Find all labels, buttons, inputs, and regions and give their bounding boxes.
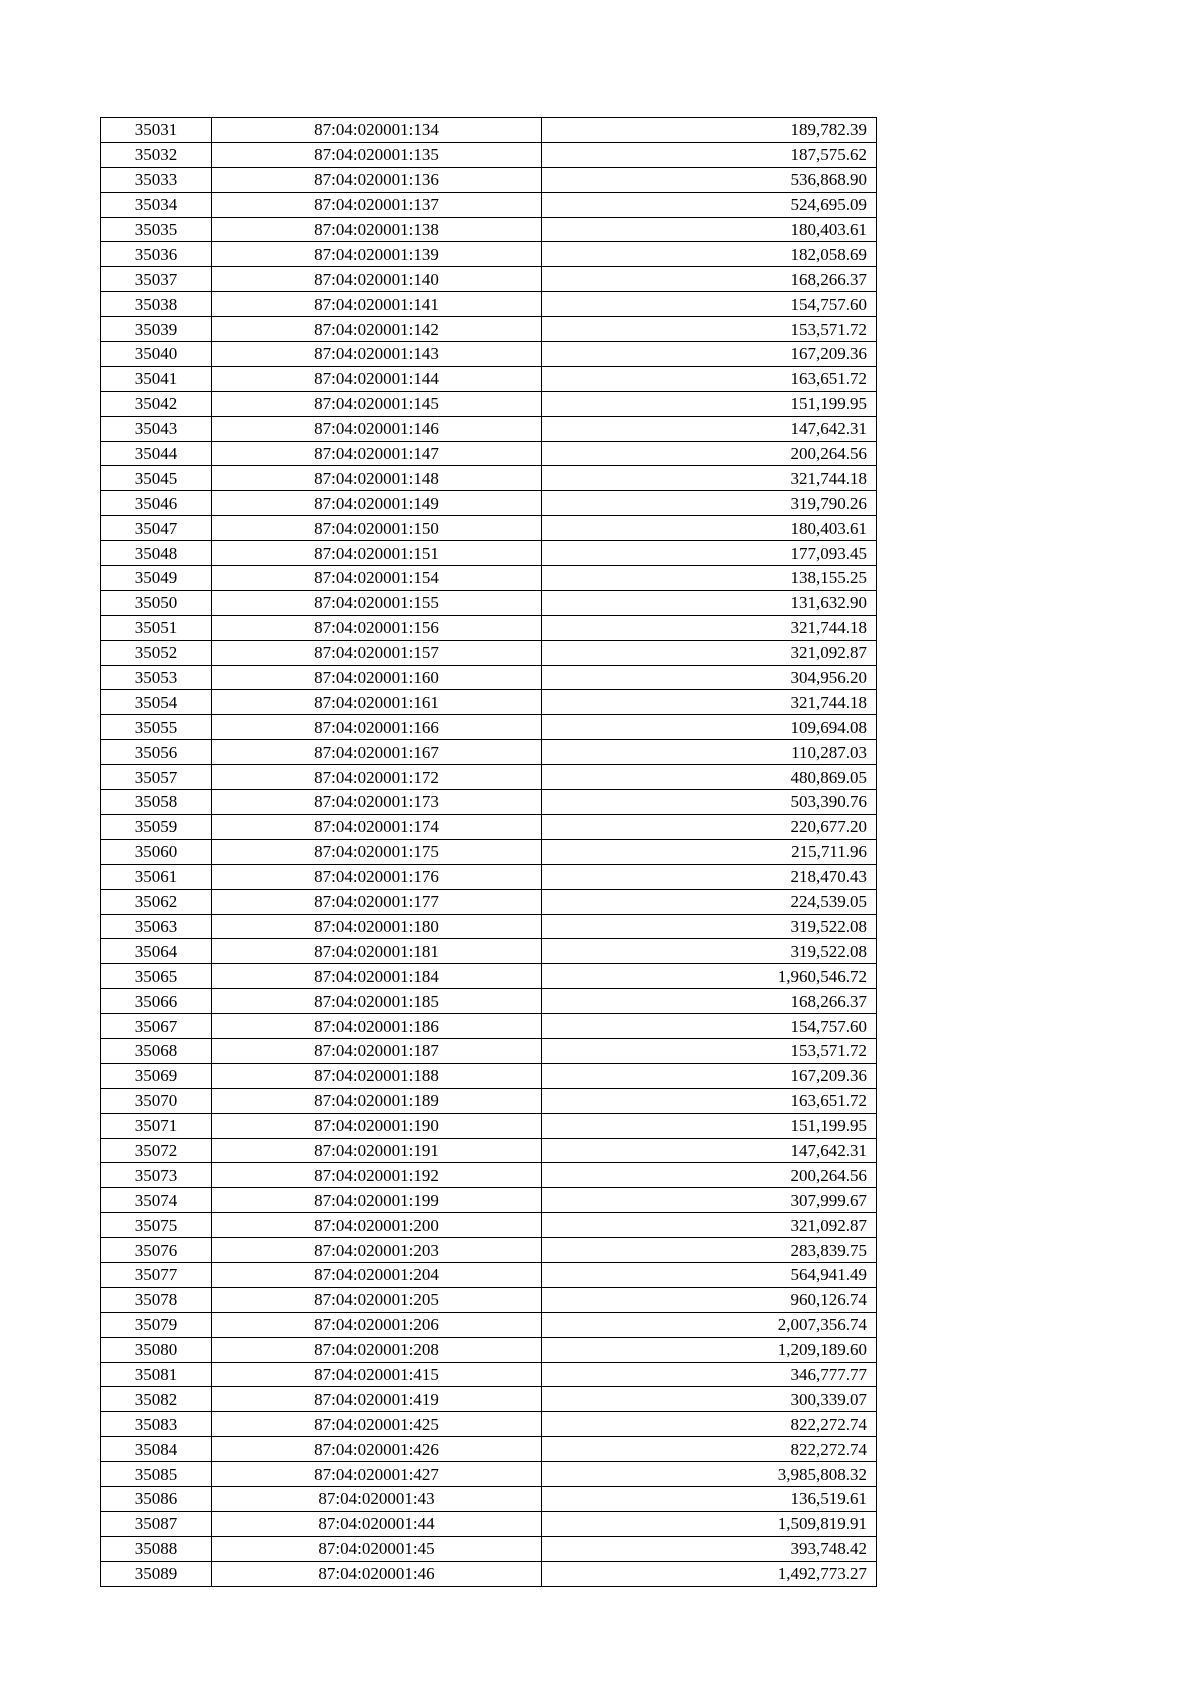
row-number-cell: 35041 <box>101 366 212 391</box>
table-row <box>101 1486 877 1511</box>
row-number-cell: 35037 <box>101 267 212 292</box>
table-row <box>101 989 877 1014</box>
value-cell: 151,199.95 <box>542 1113 877 1138</box>
cadastral-number-cell: 87:04:020001:199 <box>212 1188 542 1213</box>
table-row <box>101 864 877 889</box>
row-number-cell: 35055 <box>101 715 212 740</box>
table-row <box>101 814 877 839</box>
table-row <box>101 1213 877 1238</box>
row-number-cell: 35052 <box>101 640 212 665</box>
row-number-cell: 35067 <box>101 1014 212 1039</box>
value-cell: 200,264.56 <box>542 1163 877 1188</box>
cadastral-number-cell: 87:04:020001:186 <box>212 1014 542 1039</box>
row-number-cell: 35088 <box>101 1536 212 1561</box>
table-row <box>101 516 877 541</box>
table-row <box>101 1262 877 1287</box>
table-row <box>101 1536 877 1561</box>
table-row <box>101 441 877 466</box>
row-number-cell: 35032 <box>101 142 212 167</box>
row-number-cell: 35085 <box>101 1462 212 1487</box>
cadastral-number-cell: 87:04:020001:134 <box>212 118 542 143</box>
value-cell: 1,209,189.60 <box>542 1337 877 1362</box>
cadastral-number-cell: 87:04:020001:188 <box>212 1063 542 1088</box>
value-cell: 1,492,773.27 <box>542 1561 877 1586</box>
cadastral-number-cell: 87:04:020001:185 <box>212 989 542 1014</box>
cadastral-number-cell: 87:04:020001:142 <box>212 317 542 342</box>
table-row <box>101 1337 877 1362</box>
table-row <box>101 167 877 192</box>
value-cell: 153,571.72 <box>542 1038 877 1063</box>
cadastral-number-cell: 87:04:020001:157 <box>212 640 542 665</box>
cadastral-number-cell: 87:04:020001:151 <box>212 541 542 566</box>
value-cell: 215,711.96 <box>542 839 877 864</box>
table-row <box>101 615 877 640</box>
value-cell: 163,651.72 <box>542 366 877 391</box>
table-row <box>101 391 877 416</box>
table-row <box>101 366 877 391</box>
value-cell: 180,403.61 <box>542 516 877 541</box>
cadastral-number-cell: 87:04:020001:161 <box>212 690 542 715</box>
table-row <box>101 640 877 665</box>
table-row <box>101 541 877 566</box>
value-cell: 147,642.31 <box>542 1138 877 1163</box>
cadastral-number-cell: 87:04:020001:141 <box>212 292 542 317</box>
cadastral-number-cell: 87:04:020001:204 <box>212 1262 542 1287</box>
row-number-cell: 35066 <box>101 989 212 1014</box>
table-row <box>101 1088 877 1113</box>
value-cell: 168,266.37 <box>542 989 877 1014</box>
cadastral-number-cell: 87:04:020001:191 <box>212 1138 542 1163</box>
value-cell: 3,985,808.32 <box>542 1462 877 1487</box>
cadastral-number-cell: 87:04:020001:139 <box>212 242 542 267</box>
cadastral-number-cell: 87:04:020001:146 <box>212 416 542 441</box>
cadastral-number-cell: 87:04:020001:149 <box>212 491 542 516</box>
cadastral-number-cell: 87:04:020001:143 <box>212 342 542 367</box>
cadastral-number-cell: 87:04:020001:419 <box>212 1387 542 1412</box>
table-row <box>101 491 877 516</box>
table-row <box>101 1387 877 1412</box>
row-number-cell: 35087 <box>101 1511 212 1536</box>
table-row <box>101 889 877 914</box>
cadastral-number-cell: 87:04:020001:154 <box>212 566 542 591</box>
row-number-cell: 35059 <box>101 814 212 839</box>
table-row <box>101 1014 877 1039</box>
table-row <box>101 566 877 591</box>
value-cell: 182,058.69 <box>542 242 877 267</box>
cadastral-number-cell: 87:04:020001:135 <box>212 142 542 167</box>
cadastral-number-cell: 87:04:020001:138 <box>212 217 542 242</box>
cadastral-number-cell: 87:04:020001:156 <box>212 615 542 640</box>
table-row <box>101 292 877 317</box>
row-number-cell: 35060 <box>101 839 212 864</box>
table-row <box>101 939 877 964</box>
cadastral-number-cell: 87:04:020001:43 <box>212 1486 542 1511</box>
row-number-cell: 35043 <box>101 416 212 441</box>
table-row <box>101 1561 877 1586</box>
cadastral-number-cell: 87:04:020001:144 <box>212 366 542 391</box>
value-cell: 151,199.95 <box>542 391 877 416</box>
value-cell: 1,509,819.91 <box>542 1511 877 1536</box>
value-cell: 524,695.09 <box>542 192 877 217</box>
row-number-cell: 35054 <box>101 690 212 715</box>
row-number-cell: 35042 <box>101 391 212 416</box>
table-row <box>101 267 877 292</box>
value-cell: 822,272.74 <box>542 1412 877 1437</box>
row-number-cell: 35082 <box>101 1387 212 1412</box>
cadastral-number-cell: 87:04:020001:148 <box>212 466 542 491</box>
row-number-cell: 35062 <box>101 889 212 914</box>
cadastral-number-cell: 87:04:020001:175 <box>212 839 542 864</box>
row-number-cell: 35069 <box>101 1063 212 1088</box>
table-row <box>101 242 877 267</box>
value-cell: 168,266.37 <box>542 267 877 292</box>
cadastral-number-cell: 87:04:020001:427 <box>212 1462 542 1487</box>
table-row <box>101 1287 877 1312</box>
table-row <box>101 1038 877 1063</box>
cadastral-number-cell: 87:04:020001:167 <box>212 740 542 765</box>
row-number-cell: 35048 <box>101 541 212 566</box>
row-number-cell: 35065 <box>101 964 212 989</box>
table-row <box>101 317 877 342</box>
row-number-cell: 35045 <box>101 466 212 491</box>
cadastral-number-cell: 87:04:020001:136 <box>212 167 542 192</box>
value-cell: 218,470.43 <box>542 864 877 889</box>
table-row <box>101 839 877 864</box>
cadastral-number-cell: 87:04:020001:166 <box>212 715 542 740</box>
row-number-cell: 35073 <box>101 1163 212 1188</box>
row-number-cell: 35081 <box>101 1362 212 1387</box>
value-cell: 220,677.20 <box>542 814 877 839</box>
cadastral-number-cell: 87:04:020001:45 <box>212 1536 542 1561</box>
value-cell: 180,403.61 <box>542 217 877 242</box>
row-number-cell: 35050 <box>101 590 212 615</box>
table-row <box>101 690 877 715</box>
cadastral-number-cell: 87:04:020001:184 <box>212 964 542 989</box>
value-cell: 110,287.03 <box>542 740 877 765</box>
cadastral-value-table <box>100 117 877 1587</box>
row-number-cell: 35075 <box>101 1213 212 1238</box>
row-number-cell: 35057 <box>101 765 212 790</box>
value-cell: 136,519.61 <box>542 1486 877 1511</box>
table-row <box>101 665 877 690</box>
value-cell: 564,941.49 <box>542 1262 877 1287</box>
row-number-cell: 35079 <box>101 1312 212 1337</box>
value-cell: 153,571.72 <box>542 317 877 342</box>
table-row <box>101 590 877 615</box>
row-number-cell: 35033 <box>101 167 212 192</box>
value-cell: 503,390.76 <box>542 790 877 815</box>
table-row <box>101 1238 877 1263</box>
value-cell: 321,092.87 <box>542 640 877 665</box>
cadastral-number-cell: 87:04:020001:200 <box>212 1213 542 1238</box>
row-number-cell: 35068 <box>101 1038 212 1063</box>
value-cell: 480,869.05 <box>542 765 877 790</box>
cadastral-number-cell: 87:04:020001:150 <box>212 516 542 541</box>
table-row <box>101 1412 877 1437</box>
row-number-cell: 35089 <box>101 1561 212 1586</box>
value-cell: 319,522.08 <box>542 939 877 964</box>
table-row <box>101 1362 877 1387</box>
row-number-cell: 35078 <box>101 1287 212 1312</box>
cadastral-number-cell: 87:04:020001:203 <box>212 1238 542 1263</box>
table-row <box>101 342 877 367</box>
cadastral-number-cell: 87:04:020001:44 <box>212 1511 542 1536</box>
table-row <box>101 1138 877 1163</box>
value-cell: 131,632.90 <box>542 590 877 615</box>
table-row <box>101 1063 877 1088</box>
table-row <box>101 466 877 491</box>
value-cell: 321,744.18 <box>542 615 877 640</box>
value-cell: 1,960,546.72 <box>542 964 877 989</box>
value-cell: 304,956.20 <box>542 665 877 690</box>
table-body <box>101 118 877 1587</box>
table-row <box>101 964 877 989</box>
cadastral-number-cell: 87:04:020001:160 <box>212 665 542 690</box>
row-number-cell: 35053 <box>101 665 212 690</box>
cadastral-number-cell: 87:04:020001:140 <box>212 267 542 292</box>
cadastral-number-cell: 87:04:020001:172 <box>212 765 542 790</box>
table-row <box>101 1437 877 1462</box>
table-row <box>101 142 877 167</box>
cadastral-number-cell: 87:04:020001:425 <box>212 1412 542 1437</box>
value-cell: 109,694.08 <box>542 715 877 740</box>
table-row <box>101 416 877 441</box>
row-number-cell: 35040 <box>101 342 212 367</box>
value-cell: 321,744.18 <box>542 690 877 715</box>
value-cell: 960,126.74 <box>542 1287 877 1312</box>
cadastral-number-cell: 87:04:020001:208 <box>212 1337 542 1362</box>
table-row <box>101 192 877 217</box>
value-cell: 177,093.45 <box>542 541 877 566</box>
cadastral-number-cell: 87:04:020001:173 <box>212 790 542 815</box>
row-number-cell: 35047 <box>101 516 212 541</box>
table-row <box>101 1511 877 1536</box>
cadastral-number-cell: 87:04:020001:205 <box>212 1287 542 1312</box>
cadastral-number-cell: 87:04:020001:176 <box>212 864 542 889</box>
cadastral-number-cell: 87:04:020001:180 <box>212 914 542 939</box>
row-number-cell: 35084 <box>101 1437 212 1462</box>
row-number-cell: 35077 <box>101 1262 212 1287</box>
cadastral-number-cell: 87:04:020001:155 <box>212 590 542 615</box>
cadastral-number-cell: 87:04:020001:206 <box>212 1312 542 1337</box>
cadastral-number-cell: 87:04:020001:187 <box>212 1038 542 1063</box>
value-cell: 393,748.42 <box>542 1536 877 1561</box>
row-number-cell: 35070 <box>101 1088 212 1113</box>
table-row <box>101 1312 877 1337</box>
row-number-cell: 35046 <box>101 491 212 516</box>
cadastral-number-cell: 87:04:020001:426 <box>212 1437 542 1462</box>
table-row <box>101 914 877 939</box>
cadastral-number-cell: 87:04:020001:137 <box>212 192 542 217</box>
value-cell: 147,642.31 <box>542 416 877 441</box>
table-row <box>101 740 877 765</box>
value-cell: 224,539.05 <box>542 889 877 914</box>
cadastral-number-cell: 87:04:020001:189 <box>212 1088 542 1113</box>
row-number-cell: 35061 <box>101 864 212 889</box>
value-cell: 189,782.39 <box>542 118 877 143</box>
table-row <box>101 715 877 740</box>
value-cell: 300,339.07 <box>542 1387 877 1412</box>
cadastral-number-cell: 87:04:020001:190 <box>212 1113 542 1138</box>
value-cell: 154,757.60 <box>542 1014 877 1039</box>
value-cell: 200,264.56 <box>542 441 877 466</box>
row-number-cell: 35071 <box>101 1113 212 1138</box>
value-cell: 346,777.77 <box>542 1362 877 1387</box>
table-row <box>101 118 877 143</box>
cadastral-number-cell: 87:04:020001:415 <box>212 1362 542 1387</box>
value-cell: 321,092.87 <box>542 1213 877 1238</box>
value-cell: 167,209.36 <box>542 1063 877 1088</box>
cadastral-number-cell: 87:04:020001:145 <box>212 391 542 416</box>
cadastral-number-cell: 87:04:020001:46 <box>212 1561 542 1586</box>
cadastral-number-cell: 87:04:020001:174 <box>212 814 542 839</box>
cadastral-number-cell: 87:04:020001:181 <box>212 939 542 964</box>
value-cell: 319,522.08 <box>542 914 877 939</box>
cadastral-number-cell: 87:04:020001:177 <box>212 889 542 914</box>
row-number-cell: 35034 <box>101 192 212 217</box>
cadastral-number-cell: 87:04:020001:147 <box>212 441 542 466</box>
row-number-cell: 35063 <box>101 914 212 939</box>
table-row <box>101 217 877 242</box>
row-number-cell: 35044 <box>101 441 212 466</box>
row-number-cell: 35083 <box>101 1412 212 1437</box>
row-number-cell: 35074 <box>101 1188 212 1213</box>
row-number-cell: 35036 <box>101 242 212 267</box>
value-cell: 321,744.18 <box>542 466 877 491</box>
row-number-cell: 35051 <box>101 615 212 640</box>
table-row <box>101 1462 877 1487</box>
value-cell: 138,155.25 <box>542 566 877 591</box>
value-cell: 307,999.67 <box>542 1188 877 1213</box>
value-cell: 154,757.60 <box>542 292 877 317</box>
table-row <box>101 1163 877 1188</box>
row-number-cell: 35038 <box>101 292 212 317</box>
row-number-cell: 35064 <box>101 939 212 964</box>
value-cell: 2,007,356.74 <box>542 1312 877 1337</box>
row-number-cell: 35076 <box>101 1238 212 1263</box>
row-number-cell: 35058 <box>101 790 212 815</box>
table-row <box>101 1113 877 1138</box>
value-cell: 167,209.36 <box>542 342 877 367</box>
value-cell: 187,575.62 <box>542 142 877 167</box>
value-cell: 319,790.26 <box>542 491 877 516</box>
value-cell: 283,839.75 <box>542 1238 877 1263</box>
row-number-cell: 35056 <box>101 740 212 765</box>
row-number-cell: 35035 <box>101 217 212 242</box>
table-row <box>101 765 877 790</box>
value-cell: 163,651.72 <box>542 1088 877 1113</box>
row-number-cell: 35031 <box>101 118 212 143</box>
value-cell: 536,868.90 <box>542 167 877 192</box>
row-number-cell: 35080 <box>101 1337 212 1362</box>
cadastral-number-cell: 87:04:020001:192 <box>212 1163 542 1188</box>
row-number-cell: 35039 <box>101 317 212 342</box>
row-number-cell: 35072 <box>101 1138 212 1163</box>
row-number-cell: 35086 <box>101 1486 212 1511</box>
value-cell: 822,272.74 <box>542 1437 877 1462</box>
table-row <box>101 790 877 815</box>
table-row <box>101 1188 877 1213</box>
row-number-cell: 35049 <box>101 566 212 591</box>
